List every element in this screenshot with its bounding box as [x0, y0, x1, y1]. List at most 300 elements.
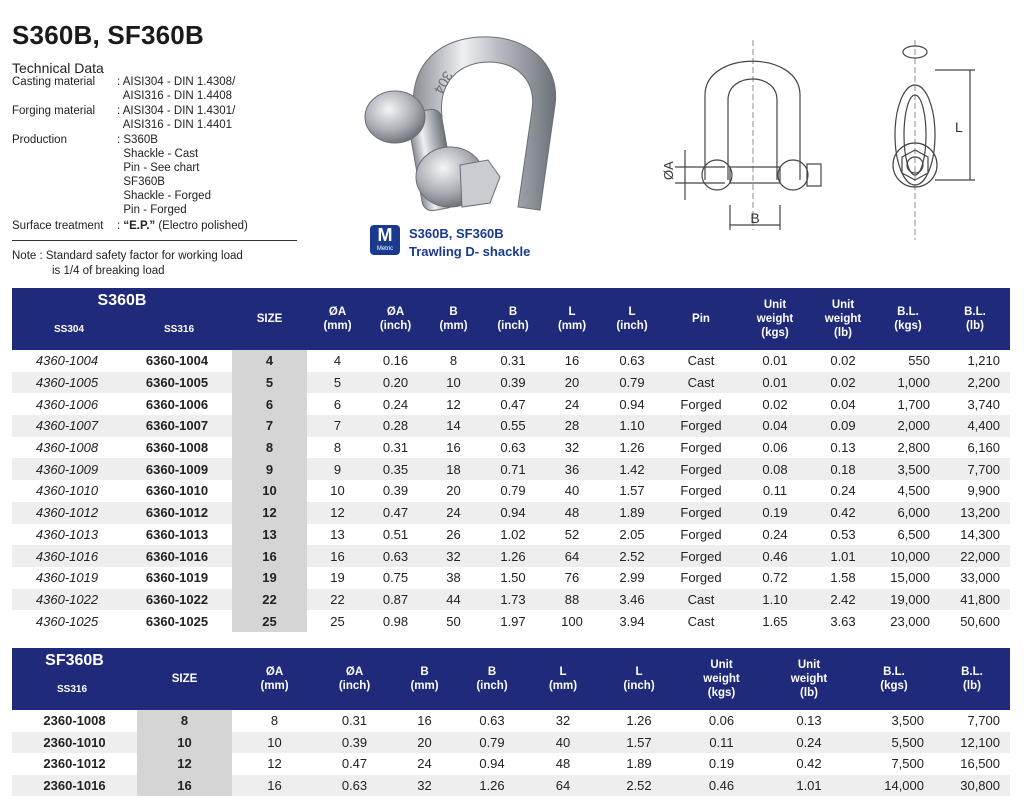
table-cell: 12: [446, 396, 461, 412]
caption-description: Trawling D- shackle: [409, 244, 531, 259]
table-cell: 6,500: [897, 526, 930, 542]
size-cell: 6: [232, 393, 307, 415]
table-cell: 76: [564, 570, 580, 586]
table-cell: 0.39: [484, 372, 542, 394]
table-cell: 1.26: [626, 713, 652, 729]
table-cell: 1.58: [830, 570, 856, 586]
table-cell: 0.11: [679, 732, 764, 754]
column-header: B (inch): [484, 288, 542, 350]
table-cell: 0.42: [796, 756, 822, 772]
table-cell: 0.39: [382, 483, 409, 499]
ss316-code-cell: 2360-1016: [12, 775, 137, 797]
table-cell: 0.28: [368, 415, 423, 437]
table-cell: 0.24: [764, 732, 854, 754]
table-row: [12, 502, 1010, 524]
table-cell: 0.51: [382, 526, 409, 542]
table-cell: 0.20: [368, 372, 423, 394]
dimension-b-label: B: [750, 210, 760, 226]
table-cell: Forged: [662, 458, 740, 480]
size-cell: 7: [232, 415, 307, 437]
table-cell: Cast: [662, 372, 740, 394]
column-header: Unit weight (lb): [764, 648, 854, 710]
table-row: [12, 567, 1010, 589]
table-cell: 12: [267, 756, 282, 772]
table-cell: 30,800: [934, 775, 1010, 797]
table-cell: 0.39: [317, 732, 392, 754]
ss316-code-cell: 6360-1013: [145, 526, 209, 542]
table-cell: 10,000: [876, 545, 940, 567]
ss316-code-cell: 6360-1016: [122, 545, 232, 567]
table-cell: 0.19: [740, 502, 810, 524]
table-cell: 3,500: [876, 458, 940, 480]
ss316-code-cell: 6360-1008: [145, 440, 209, 456]
table-cell: 1.73: [484, 589, 542, 611]
table-cell: 48: [555, 756, 571, 772]
table-cell: 64: [542, 545, 602, 567]
table-cell: 0.94: [479, 756, 505, 772]
table-cell: 0.08: [740, 458, 810, 480]
technical-data-value: : S360B: [117, 134, 158, 146]
table-cell: 16: [307, 545, 368, 567]
metric-badge-icon: M Metric: [370, 225, 400, 255]
table-cell: 1.01: [810, 545, 876, 567]
size-cell: 5: [232, 372, 307, 394]
table-cell: 1.10: [602, 415, 662, 437]
table-cell: 0.46: [679, 775, 764, 797]
table-cell: 7: [307, 415, 368, 437]
column-header: B (mm): [392, 648, 457, 710]
table-row: [12, 524, 1010, 546]
table-cell: 15,000: [890, 570, 930, 586]
ss316-code-cell: 2360-1008: [43, 713, 106, 729]
ss304-code-cell: 4360-1009: [12, 458, 122, 480]
table-cell: 1.97: [500, 613, 526, 629]
table-cell: 8: [333, 440, 342, 456]
table-cell: 0.24: [382, 396, 409, 412]
table-cell: 16: [417, 713, 432, 729]
technical-data-value: : AISI304 - DIN 1.4308/: [117, 76, 236, 88]
table-cell: 44: [423, 589, 484, 611]
technical-data-value: Shackle - Cast: [117, 148, 199, 160]
table-cell: 32: [564, 440, 580, 456]
table-cell: Cast: [687, 353, 715, 369]
table-cell: 33,000: [960, 570, 1000, 586]
table-cell: 4,500: [897, 483, 930, 499]
table-cell: 20: [446, 483, 461, 499]
ss304-code-cell: 4360-1005: [12, 372, 122, 394]
technical-data-label: Production: [12, 134, 67, 146]
table-cell: 6: [333, 396, 342, 412]
section-divider: [12, 240, 297, 241]
table-cell: 1.26: [484, 545, 542, 567]
ss304-code-cell: 4360-1012: [12, 502, 122, 524]
size-cell: 25: [232, 610, 307, 632]
group-header-s360b: S360B SS304 SS316: [12, 288, 232, 350]
table-cell: 12,100: [934, 732, 1010, 754]
table-cell: Forged: [680, 526, 722, 542]
table-cell: 0.63: [619, 353, 645, 369]
table-cell: 0.47: [500, 396, 526, 412]
caption-model: S360B, SF360B: [409, 226, 504, 241]
shackle-photo: [360, 25, 580, 220]
table-header-row: [12, 648, 1010, 710]
table-cell: 1.57: [619, 483, 645, 499]
table-cell: 2,000: [876, 415, 940, 437]
table-cell: 1.89: [602, 502, 662, 524]
table-cell: 0.01: [762, 353, 788, 369]
table-cell: 26: [446, 526, 461, 542]
technical-data-label: Forging material: [12, 105, 96, 117]
table-cell: 25: [330, 613, 345, 629]
table-cell: 0.47: [368, 502, 423, 524]
ss304-code-cell: 4360-1025: [35, 613, 99, 629]
technical-data-value: Pin - See chart: [117, 162, 200, 174]
table-cell: 23,000: [890, 613, 930, 629]
column-header: Pin: [662, 288, 740, 350]
ss316-code-cell: 6360-1006: [145, 396, 209, 412]
table-cell: 50,600: [960, 613, 1000, 629]
table-cell: 13,200: [940, 502, 1010, 524]
table-cell: 22: [307, 589, 368, 611]
column-header: L (inch): [602, 288, 662, 350]
table-cell: 10: [423, 372, 484, 394]
table-cell: 3.94: [619, 613, 645, 629]
table-row: [12, 545, 1010, 567]
ss316-code-cell: 6360-1005: [122, 372, 232, 394]
size-cell: 12: [137, 753, 232, 775]
table-cell: 16: [564, 353, 580, 369]
size-cell: 19: [232, 567, 307, 589]
table-cell: 52: [564, 526, 580, 542]
engraving-text: 304: [430, 68, 457, 97]
table-cell: Cast: [662, 589, 740, 611]
ss316-code-cell: 2360-1010: [12, 732, 137, 754]
table-cell: 0.75: [382, 570, 409, 586]
surface-treatment-prefix: :: [117, 220, 124, 232]
ss304-code-cell: 4360-1013: [35, 526, 99, 542]
table-row: [12, 458, 1010, 480]
table-cell: 2.52: [602, 545, 662, 567]
table-row: [12, 753, 1010, 775]
table-cell: 0.79: [602, 372, 662, 394]
table-cell: 2,800: [897, 440, 930, 456]
column-header: Unit weight (lb): [810, 288, 876, 350]
table-cell: 0.19: [708, 756, 735, 772]
technical-data-heading: Technical Data: [12, 60, 104, 76]
column-header: L (mm): [542, 288, 602, 350]
column-header: B.L. (kgs): [854, 648, 934, 710]
table-cell: 20: [392, 732, 457, 754]
table-cell: 1.10: [740, 589, 810, 611]
table-cell: 0.31: [500, 353, 526, 369]
table-row: [12, 589, 1010, 611]
table-cell: 6,160: [967, 440, 1000, 456]
table-cell: 0.72: [762, 570, 788, 586]
table-cell: Forged: [662, 545, 740, 567]
table-cell: 0.13: [830, 440, 856, 456]
table-cell: 1.57: [599, 732, 679, 754]
table-cell: 0.94: [484, 502, 542, 524]
size-cell: 10: [232, 480, 307, 502]
table-cell: 8: [449, 353, 458, 369]
ss316-code-cell: 6360-1009: [122, 458, 232, 480]
table-cell: 41,800: [940, 589, 1010, 611]
table-cell: 0.06: [762, 440, 788, 456]
table-cell: 20: [542, 372, 602, 394]
size-cell: 10: [137, 732, 232, 754]
table-cell: 1.26: [457, 775, 527, 797]
table-cell: Forged: [680, 440, 722, 456]
table-cell: 40: [564, 483, 580, 499]
ss304-code-cell: 4360-1006: [35, 396, 99, 412]
table-cell: 0.63: [479, 713, 505, 729]
table-cell: 28: [542, 415, 602, 437]
technical-data-value: AISI316 - DIN 1.4408: [117, 90, 233, 102]
table-cell: 0.01: [740, 372, 810, 394]
ss316-code-cell: 6360-1022: [122, 589, 232, 611]
technical-data-value: : AISI304 - DIN 1.4301/: [117, 105, 236, 117]
table-cell: Forged: [662, 502, 740, 524]
table-cell: 6,000: [876, 502, 940, 524]
table-cell: 2.42: [810, 589, 876, 611]
ss304-code-cell: 4360-1010: [35, 483, 99, 499]
ss304-code-cell: 4360-1022: [12, 589, 122, 611]
table-cell: 1,700: [897, 396, 930, 412]
table-cell: 1,000: [876, 372, 940, 394]
ss316-code-cell: 6360-1004: [145, 353, 209, 369]
table-cell: 0.71: [484, 458, 542, 480]
table-cell: 3.63: [830, 613, 856, 629]
table-cell: 64: [527, 775, 599, 797]
table-cell: 0.02: [830, 353, 856, 369]
table-cell: 14,300: [960, 526, 1000, 542]
table-cell: Cast: [687, 613, 715, 629]
column-header: B.L. (kgs): [876, 288, 940, 350]
table-cell: 0.16: [382, 353, 409, 369]
table-cell: 0.98: [382, 613, 409, 629]
product-caption: [409, 225, 530, 261]
table-cell: 0.09: [810, 415, 876, 437]
ss316-code-cell: 6360-1007: [122, 415, 232, 437]
table-cell: 50: [446, 613, 461, 629]
table-row: [12, 610, 1010, 632]
column-header: B.L. (lb): [934, 648, 1010, 710]
dimension-drawing: [625, 40, 1005, 240]
table-cell: 18: [423, 458, 484, 480]
technical-data-value: SF360B: [117, 176, 165, 188]
column-header: SIZE: [137, 648, 232, 710]
technical-data-value: Shackle - Forged: [117, 190, 211, 202]
table-cell: 0.35: [368, 458, 423, 480]
table-row: [12, 372, 1010, 394]
table-cell: 2.52: [599, 775, 679, 797]
table-cell: 0.24: [830, 483, 856, 499]
ss316-code-cell: 6360-1019: [145, 570, 209, 586]
s360b-spec-table: [12, 288, 1010, 632]
table-cell: 0.31: [341, 713, 368, 729]
table-cell: Forged: [680, 483, 722, 499]
column-header: ØA (mm): [232, 648, 317, 710]
table-cell: 3,500: [891, 713, 924, 729]
table-cell: 16: [446, 440, 461, 456]
table-cell: 38: [446, 570, 461, 586]
table-cell: 5,500: [854, 732, 934, 754]
table-cell: 24: [417, 756, 432, 772]
technical-data-label: Casting material: [12, 76, 96, 88]
column-header: SIZE: [232, 288, 307, 350]
ss304-code-cell: 4360-1004: [35, 353, 99, 369]
table-row: [12, 732, 1010, 754]
ss316-code-cell: 2360-1012: [43, 756, 106, 772]
table-cell: 13: [330, 526, 345, 542]
ss316-code-cell: 6360-1012: [122, 502, 232, 524]
table-cell: 14,000: [854, 775, 934, 797]
size-cell: 12: [232, 502, 307, 524]
column-header: L (inch): [599, 648, 679, 710]
table-cell: 8: [270, 713, 279, 729]
size-cell: 22: [232, 589, 307, 611]
table-cell: 32: [423, 545, 484, 567]
surface-treatment-code: “E.P.”: [123, 220, 156, 232]
page-title: S360B, SF360B: [12, 20, 204, 50]
table-cell: 0.04: [740, 415, 810, 437]
note-line-1: Note : Standard safety factor for working load: [12, 250, 243, 262]
dimension-a-label: ØA: [661, 161, 676, 180]
table-cell: 3,740: [967, 396, 1000, 412]
size-cell: 16: [137, 775, 232, 797]
table-cell: 24: [564, 396, 580, 412]
ss304-code-cell: 4360-1016: [12, 545, 122, 567]
table-cell: 0.94: [619, 396, 645, 412]
column-header: ØA (inch): [368, 288, 423, 350]
table-cell: 0.55: [484, 415, 542, 437]
table-cell: 9,900: [967, 483, 1000, 499]
table-row: [12, 393, 1010, 415]
table-cell: 550: [908, 353, 930, 369]
sf360b-spec-table: [12, 648, 1010, 796]
column-header: B.L. (lb): [940, 288, 1010, 350]
note-line-2: is 1/4 of breaking load: [52, 265, 165, 277]
table-cell: 0.63: [500, 440, 526, 456]
table-cell: 0.42: [810, 502, 876, 524]
ss304-code-cell: 4360-1008: [35, 440, 99, 456]
table-cell: 0.47: [341, 756, 368, 772]
table-cell: 24: [423, 502, 484, 524]
column-header: B (inch): [457, 648, 527, 710]
table-cell: 16: [232, 775, 317, 797]
table-cell: 48: [542, 502, 602, 524]
table-cell: 2.99: [619, 570, 645, 586]
surface-treatment-desc: (Electro polished): [155, 220, 248, 232]
table-cell: Forged: [662, 415, 740, 437]
table-cell: 1.01: [764, 775, 854, 797]
table-cell: 100: [561, 613, 583, 629]
column-header: ØA (mm): [307, 288, 368, 350]
table-cell: 1.42: [602, 458, 662, 480]
table-row: [12, 775, 1010, 797]
dimension-l-label: L: [955, 119, 963, 135]
group-header-sf360b: SF360B SS316: [12, 648, 137, 710]
table-cell: 19,000: [876, 589, 940, 611]
table-cell: 0.46: [740, 545, 810, 567]
table-cell: 22,000: [940, 545, 1010, 567]
table-cell: 40: [527, 732, 599, 754]
column-header: B (mm): [423, 288, 484, 350]
safety-note: [12, 249, 243, 279]
table-cell: 7,700: [940, 458, 1010, 480]
table-cell: 0.63: [368, 545, 423, 567]
table-cell: 1.65: [762, 613, 788, 629]
technical-data-value: AISI316 - DIN 1.4401: [117, 119, 233, 131]
table-row: [12, 350, 1010, 372]
table-row: [12, 415, 1010, 437]
table-cell: 0.11: [762, 483, 788, 499]
table-cell: 32: [392, 775, 457, 797]
column-header: Unit weight (kgs): [679, 648, 764, 710]
table-cell: 7,500: [891, 756, 924, 772]
table-cell: 12: [307, 502, 368, 524]
size-cell: 8: [232, 437, 307, 459]
technical-data-value: Pin - Forged: [117, 204, 187, 216]
ss304-code-cell: 4360-1019: [35, 570, 99, 586]
surface-treatment-label: Surface treatment: [12, 220, 104, 232]
table-cell: 0.24: [762, 526, 788, 542]
table-cell: 0.18: [810, 458, 876, 480]
size-cell: 13: [232, 524, 307, 546]
table-cell: 2.05: [619, 526, 645, 542]
table-cell: 14: [423, 415, 484, 437]
table-cell: 1.50: [500, 570, 526, 586]
size-cell: 9: [232, 458, 307, 480]
table-cell: 0.79: [457, 732, 527, 754]
table-cell: 36: [542, 458, 602, 480]
table-cell: 19: [330, 570, 345, 586]
table-row: [12, 437, 1010, 459]
table-cell: 3.46: [602, 589, 662, 611]
table-cell: 0.63: [317, 775, 392, 797]
size-cell: 8: [137, 710, 232, 732]
table-row: [12, 710, 1010, 732]
table-cell: Forged: [680, 570, 722, 586]
table-cell: 10: [232, 732, 317, 754]
table-cell: 0.31: [382, 440, 409, 456]
table-cell: 1.02: [500, 526, 526, 542]
table-cell: 0.02: [762, 396, 788, 412]
table-cell: 0.02: [810, 372, 876, 394]
table-cell: 0.06: [708, 713, 735, 729]
ss316-code-cell: 6360-1025: [145, 613, 209, 629]
table-cell: 0.87: [368, 589, 423, 611]
size-cell: 16: [232, 545, 307, 567]
table-cell: 0.79: [500, 483, 526, 499]
table-cell: 5: [307, 372, 368, 394]
table-cell: 1.89: [626, 756, 652, 772]
table-header-row: [12, 288, 1010, 350]
ss304-code-cell: 4360-1007: [12, 415, 122, 437]
ss316-code-cell: 6360-1010: [145, 483, 209, 499]
table-cell: 88: [542, 589, 602, 611]
table-cell: 1.26: [619, 440, 645, 456]
table-cell: 4,400: [940, 415, 1010, 437]
table-cell: 4: [333, 353, 342, 369]
table-cell: 1,210: [967, 353, 1000, 369]
table-cell: 9: [307, 458, 368, 480]
column-header: Unit weight (kgs): [740, 288, 810, 350]
table-cell: 7,700: [967, 713, 1000, 729]
table-cell: 0.13: [796, 713, 822, 729]
size-cell: 4: [232, 350, 307, 372]
table-cell: 2,200: [940, 372, 1010, 394]
